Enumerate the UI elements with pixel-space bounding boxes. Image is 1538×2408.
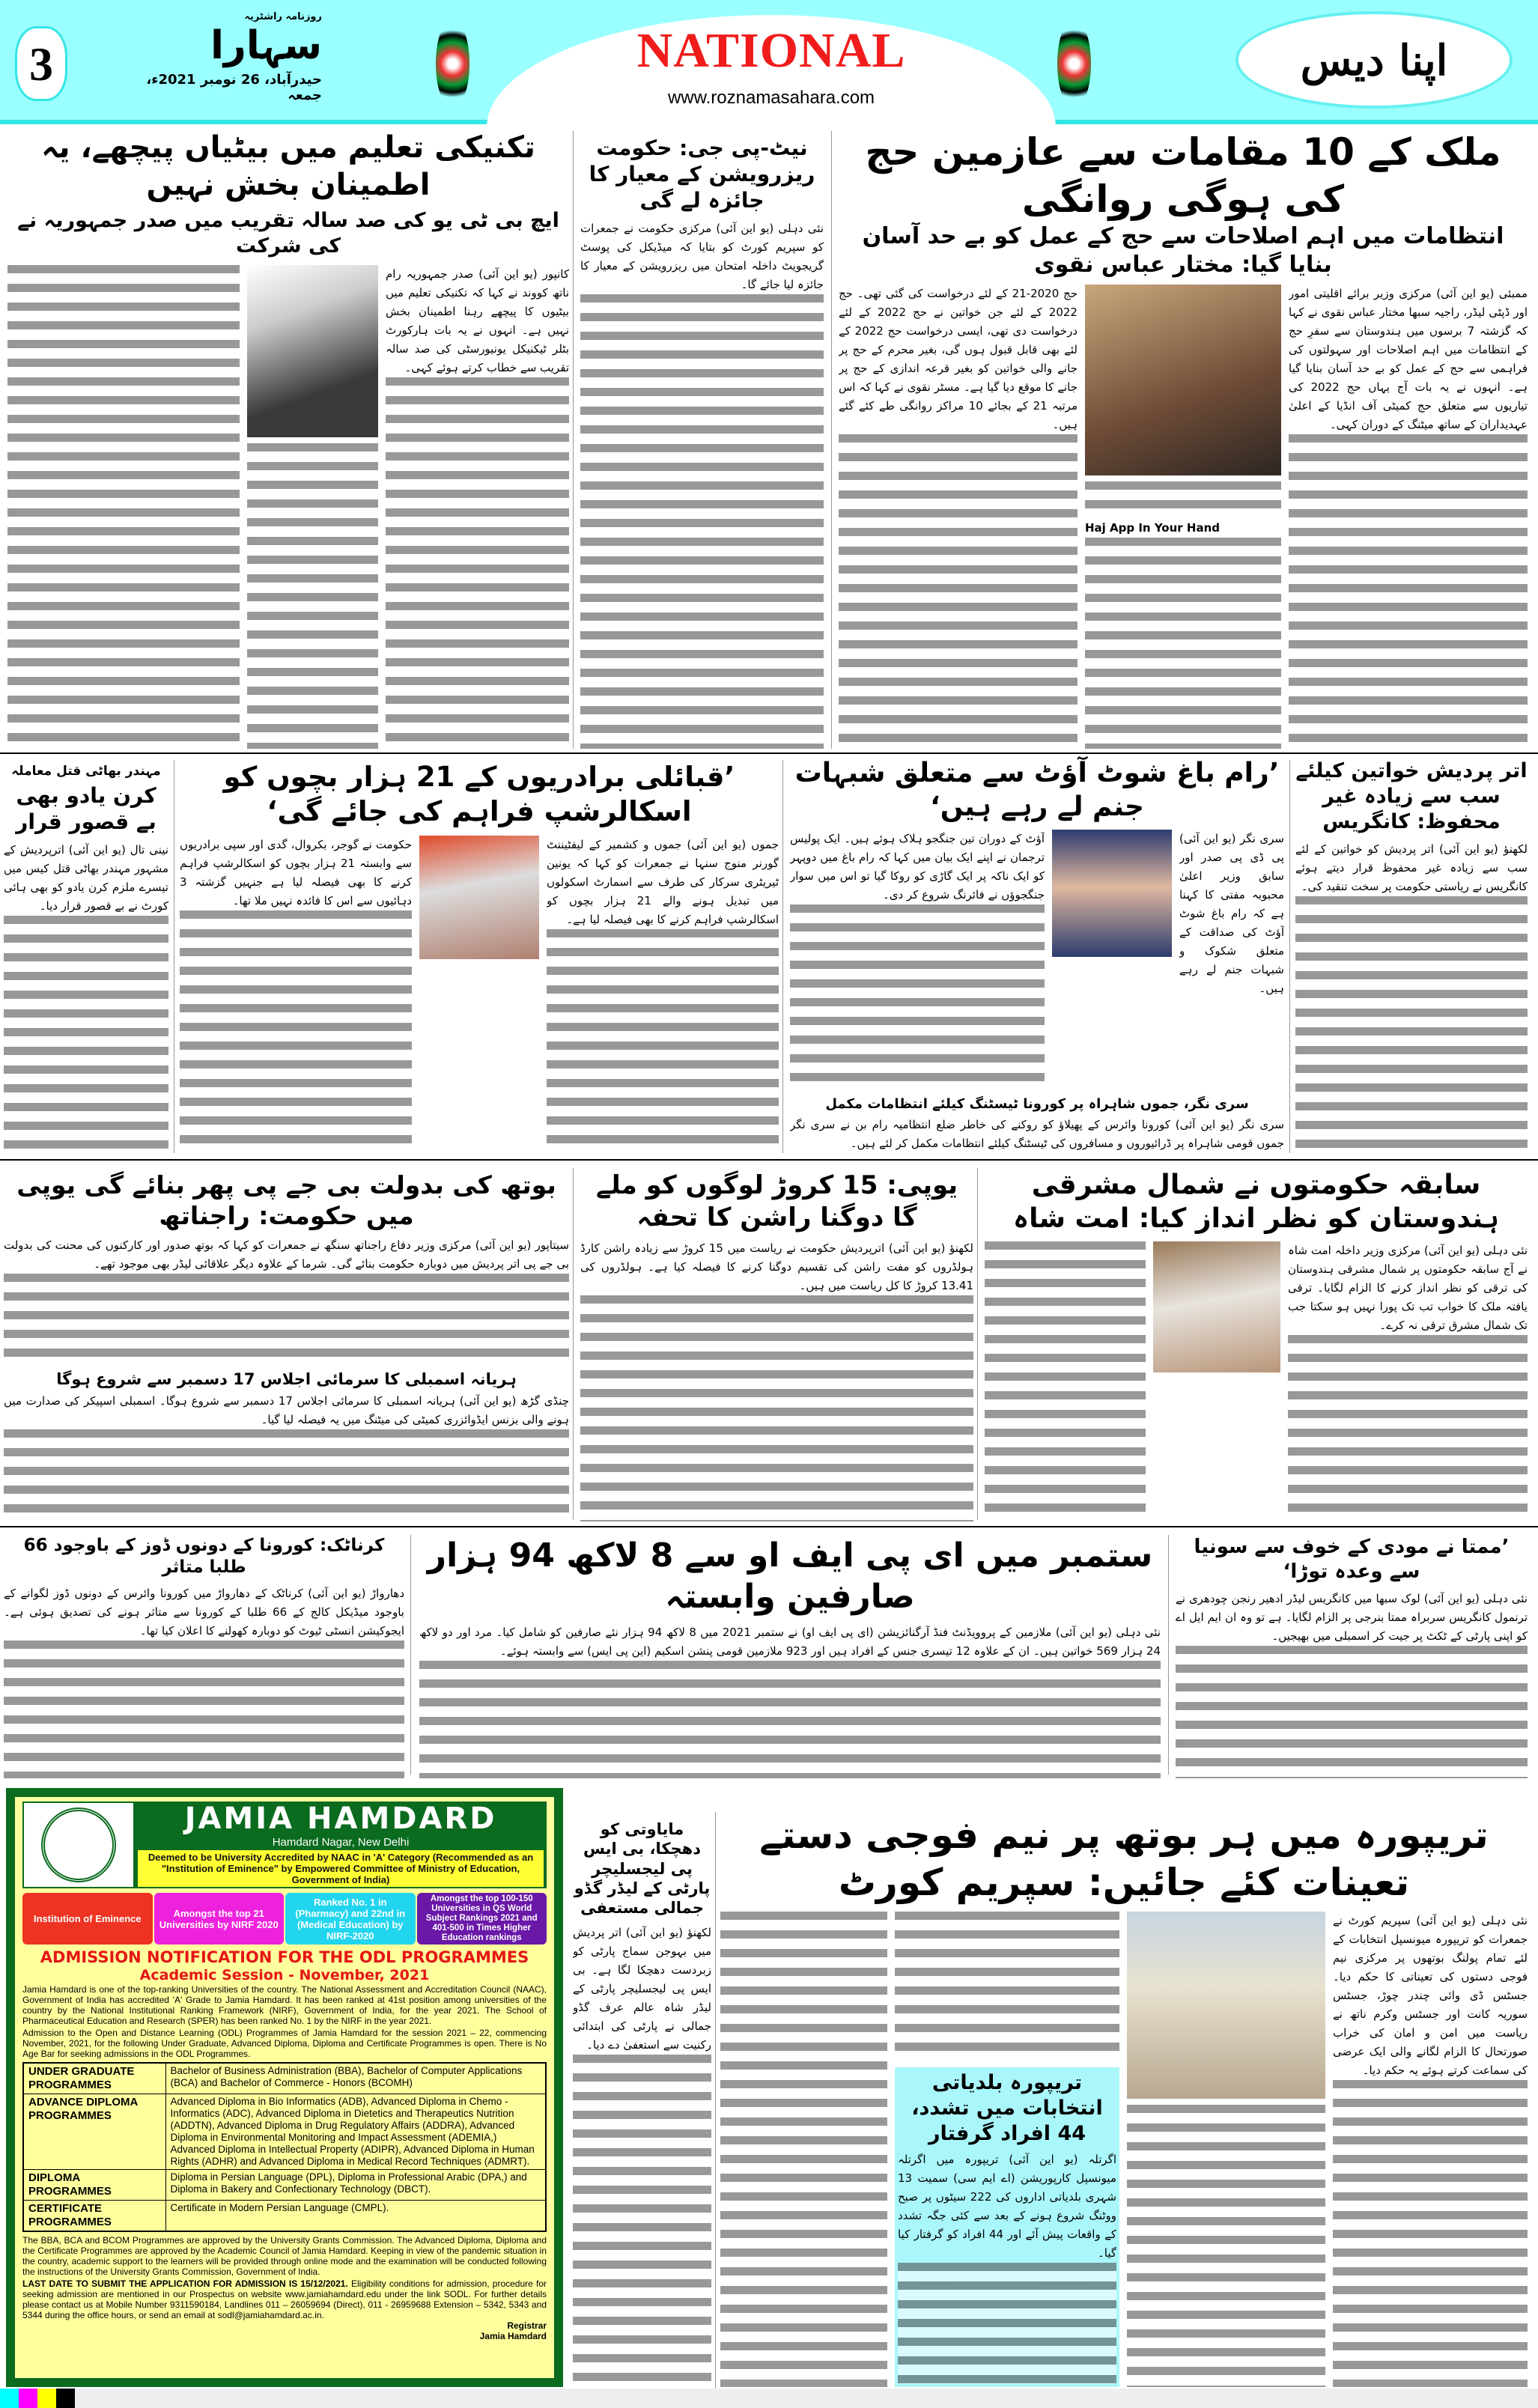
article-text: جموں (یو این آئی) جموں و کشمیر کے لیفٹیننٹ گورنر منوج سنہا نے جمعرات کو کہا کہ یونین ٹیریٹری سرکار کی طرف سے اسمارٹ اسکولوں میں تبدیل ہونے والے 21 ہزار بچوں کو اسکالرشپ فراہم کرنے کا بھی فیصلہ لیا ہے۔: [547, 837, 779, 926]
column-rule: [1168, 1535, 1169, 1775]
article-body-tripura-sc-4: [720, 1912, 887, 2387]
dateline: حیدرآباد، 26 نومبر 2021ء، جمعہ: [146, 71, 322, 103]
article-up-women: [1295, 758, 1528, 1153]
university-seal-icon: [22, 1802, 135, 1888]
article-text: سری نگر (یو این آئی) پی ڈی پی صدر اور سابق وزیر اعلیٰ محبوبہ مفتی کا کہنا ہے کہ رام باغ شوٹ آؤٹ کی صداقت کے متعلق شکوک و شبہات جنم لے رہے ہیں۔: [1179, 832, 1284, 995]
ad-signoff-2: Jamia Hamdard: [479, 2331, 547, 2341]
article-text: سری نگر (یو این آئی) کورونا وائرس کے پھیلاؤ کو روکنے کی خاطر ضلع انتظامیہ رام بن نے سری نگر جموں قومی شاہراہ پر ڈرائیوروں و مسافروں کی ٹیسٹنگ کیلئے انتظامات مکمل کر لئے ہیں۔: [790, 1118, 1284, 1150]
article-neet: [580, 135, 824, 749]
headline-booth: بوتھ کی بدولت بی جے پی پھر بنائے گی یوپی میں حکومت: راجناتھ: [16, 1170, 556, 1231]
section-divider: [0, 1526, 1538, 1527]
article-text: لکھنؤ (یو این آئی) اتر پردیش میں بہوجن سماج پارٹی کو زبردست دھچکا لگا ہے۔ بی ایس پی لیجسلیچر پارٹی کے لیڈر شاہ عالم عرف گڈو جمالی نے پارٹی کی ابتدائی رکنیت سے استعفیٰ دے دیا۔: [573, 1926, 711, 2052]
article-mayawati: [573, 1819, 711, 2387]
column-filler: [247, 443, 378, 750]
programme-table: [22, 2062, 547, 2232]
headline-karnataka: کرناٹک: کورونا کے دونوں ڈوز کے باوجود 66 طلبا متاثر: [23, 1536, 385, 1577]
ad-badge: Ranked No. 1 in (Pharmacy) and 22nd in (Medical Education) by NIRF-2020: [285, 1893, 416, 1945]
advertisement-jamia-hamdard[interactable]: [6, 1788, 563, 2387]
headline-mamata: ’ممتا نے مودی کے خوف سے سونیا سے وعدہ توڑا‘: [1194, 1536, 1510, 1583]
ad-contact: Eligibility conditions for admission, procedure for seeking admission are mentioned in our Prospectus on website www.jamiahamdard.edu under the link SODL. For further details please contact us at Mobile Number 9311590184, Landlines 011 – 26059694 (Direct), 011 - 26959688 Extension – 5342, 5343 and 5344 during the office hours, or send an email at sodl@jamiahamdard.ac.in.: [22, 2278, 547, 2320]
headline-amit-shah: سابقہ حکومتوں نے شمال مشرقی ہندوستان کو نظر انداز کیا: امت شاہ: [1012, 1170, 1499, 1234]
registration-bar: [37, 2389, 56, 2408]
ad-signoff: Registrar: [507, 2320, 547, 2331]
section-title-urdu: اپنا دیس: [1235, 11, 1513, 109]
article-body-hbtu-2: [7, 265, 240, 750]
ad-last-date: LAST DATE TO SUBMIT THE APPLICATION FOR ADMISSION IS 15/12/2021.: [22, 2278, 348, 2289]
programme-name: CERTIFICATE PROGRAMMES: [23, 2201, 165, 2232]
article-ration: [580, 1170, 973, 1521]
article-rambagh: [790, 756, 1284, 1153]
article-text: حج 2020-21 کے لئے درخواست کی گئی تھی۔ حج 2022 کے لئے جن خواتین نے حج 2022 کے لئے درخواست دی تھی، ایسی درخواست حج 2022 کے لئے بھی قابل قبول ہوں گی، بغیر محرم کے حج پر جانے والی خواتین کو بغیر قرعہ اندازی کے حج پر جانے کا موقع دیا گیا ہے۔ مسٹر نقوی نے کہا کہ اس مرتبہ 21 کے بجائے 10 مراکز روانگی طے کئے گئے ہیں۔: [839, 287, 1077, 431]
inline-english-text: Haj App In Your Hand: [1085, 521, 1221, 535]
headline-epfo: ستمبر میں ای پی ایف او سے 8 لاکھ 94 ہزار صارفین وابستہ: [427, 1536, 1153, 1616]
headline-mayawati: مایاوتی کو دھچکا، بی ایس پی لیجسلیچر پارٹی کے لیڈر گڈو جمالی مستعفی: [574, 1820, 711, 1917]
programme-detail: Certificate in Modern Persian Language (CMPL).: [165, 2201, 546, 2232]
article-body-amit-shah-2: [985, 1241, 1146, 1521]
article-text: لکھنؤ (یو این آئی) اترپردیش حکومت نے ریاست میں 15 کروڑ سے زیادہ راشن کارڈ ہولڈروں کو مفت راشن کی تقسیم دوگنا کرنے کا فیصلہ کیا ہے۔ ہولڈروں کی 13.41 کروڑ کا کل ریاست میں ہیں۔: [580, 1241, 973, 1292]
column-rule: [573, 1168, 574, 1520]
programme-name: UNDER GRADUATE PROGRAMMES: [23, 2063, 165, 2094]
programme-detail: Bachelor of Business Administration (BBA), Bachelor of Computer Applications (BCA) and Bachelor of Commerce - Honors (BCOMH): [165, 2063, 546, 2094]
article-hbtu: [7, 129, 569, 749]
headline-hbtu: تکنیکی تعلیم میں بیٹیاں پیچھے، یہ اطمینان بخش نہیں: [41, 130, 535, 202]
article-body-mamata: [1176, 1590, 1528, 1778]
article-text: سیتاپور (یو این آئی) مرکزی وزیر دفاع راجناتھ سنگھ نے جمعرات کو کہا کہ بوتھ صدور اور کارکنوں کی محنت کی بدولت بی جے پی اتر پردیش میں دوبارہ حکومت بنائے گی۔ شرما کے علاوہ دیگر علاقائی لیڈر بھی موجود تھے۔: [4, 1238, 569, 1271]
headline-neet: نیٹ-پی جی: حکومت ریزرویشن کے معیار کا جائزہ لے گی: [589, 136, 815, 213]
article-epfo: [419, 1535, 1161, 1778]
article-karan: [4, 764, 168, 1153]
paper-logo: [120, 10, 322, 115]
article-body-hbtu: [386, 265, 569, 750]
article-body-mayawati: [573, 1924, 711, 2387]
article-body-up-women: [1295, 840, 1528, 1153]
headline-hajj: ملک کے 10 مقامات سے عازمین حج کی ہوگی روانگی: [865, 130, 1501, 221]
article-body-karnataka: [4, 1584, 404, 1779]
article-text: لکھنؤ (یو این آئی) اتر پردیش کو خواتین کے لئے سب سے زیادہ غیر محفوظ قرار دیتے ہوئے کانگریس نے ریاستی حکومت پر سخت تنقید کی۔: [1295, 842, 1528, 894]
article-body-tripura-sc: [1333, 1912, 1528, 2387]
ad-badge: Amongst the top 100-150 Universities in QS World Subject Rankings 2021 and 401-500 in Times Higher Education rankings: [417, 1893, 547, 1945]
article-body-tripura-sc-2: [1127, 2105, 1325, 2387]
sunburst-icon: [436, 19, 469, 109]
article-text: دھارواڑ (یو این آئی) کرناٹک کے دھارواڑ میں کورونا وائرس کے دونوں ڈوز لگوانے کے باوجود میڈیکل کالج کے 66 طلبا کے کورونا سے متاثر ہونے کی تصدیق ہوئی ہے۔ ایجوکیشن انسٹی ٹیوٹ کو دوبارہ کھولنے کا اعلان کیا تھا۔: [4, 1586, 404, 1638]
registration-bar: [75, 2389, 1538, 2408]
table-row: [23, 2094, 546, 2170]
section-divider: [0, 752, 1538, 754]
headline-up-women: اتر پردیش خواتین کیلئے سب سے زیادہ غیر محفوظ: کانگریس: [1295, 759, 1528, 833]
article-body-rambagh: [1179, 830, 1284, 1092]
article-body-hajj-2: [1085, 481, 1281, 749]
article-karnataka: [4, 1535, 404, 1778]
ad-badge: Institution of Eminence: [22, 1893, 153, 1945]
ad-title: JAMIA HAMDARD: [184, 1802, 497, 1836]
registration-bar: [19, 2389, 37, 2408]
table-row: [23, 2063, 546, 2094]
registration-bar: [56, 2389, 75, 2408]
article-text: ممبئی (یو این آئی) مرکزی وزیر برائے اقلیتی امور اور ڈپٹی لیڈر، راجیہ سبھا مختار عباس نقوی نے کہا کہ گزشتہ 7 برسوں میں ہندوستان سے سفرِ حج کے انتظامات میں اہم اصلاحات اور سہولتوں کی فراہمی سے حج کے عمل کو بے حد آسان بنایا گیا ہے۔ انہوں نے یہ بات آج یہاں حج 2022 کی تیاریوں سے متعلق حج کمیٹی آف انڈیا کے اعلیٰ عہدیداران کے ساتھ میٹنگ کے دوران کہی۔: [1289, 287, 1528, 431]
photo-naqvi: [1085, 285, 1281, 475]
ad-location: Hamdard Nagar, New Delhi: [272, 1836, 410, 1849]
article-body-hajj-3: [839, 285, 1077, 749]
section-title: NATIONAL: [636, 23, 906, 78]
article-body-tripura-violence: [898, 2150, 1116, 2384]
article-text: نئی دہلی (یو این آئی) مرکزی حکومت نے جمعرات کو سپریم کورٹ کو بتایا کہ میڈیکل کی پوسٹ گریجویٹ داخلہ امتحان میں ریزرویشن کے معیار کا جائزہ لیا جائے گا۔: [580, 222, 824, 291]
article-text: نئی دہلی (یو این آئی) مرکزی وزیر داخلہ امت شاہ نے آج سابقہ حکومتوں پر شمال مشرقی ہندوستان کی ترقی کو نظر انداز کرنے کا الزام لگایا۔ ترقی یافتہ ملک کا خواب تب تک پورا نہیں ہو سکتا جب تک شمال مشرق ترقی نہ کرے۔: [1288, 1244, 1528, 1332]
column-rule: [831, 131, 832, 749]
headline-ration: یوپی: 15 کروڑ لوگوں کو ملے گا دوگنا راشن کا تحفہ: [595, 1170, 958, 1232]
headline-tribal: ’قبائلی برادریوں کے 21 ہزار بچوں کو اسکالرشپ فراہم کی جائے گی‘: [223, 761, 735, 828]
photo-supreme-court: [1127, 1912, 1325, 2099]
article-body-epfo: [419, 1623, 1161, 1778]
column-rule: [1289, 760, 1290, 1153]
page-number: 3: [15, 26, 67, 101]
article-text: نئی دہلی (یو این آئی) سپریم کورٹ نے جمعرات کو تریپورہ میونسپل انتخابات کے لئے تمام پولنگ بوتھوں پر مرکزی نیم فوجی دستوں کی تعیناتی کا حکم دیا۔ جسٹس ڈی وائی چندر چوڑ، جسٹس سوریہ کانت اور جسٹس وکرم ناتھ نے ریاست میں امن و امان کی خراب صورتحال کا الزام لگانے والی ایک عرضی کی سماعت کرتے ہوئے یہ حکم دیا۔: [1333, 1914, 1528, 2077]
ad-session: Academic Session - November, 2021: [139, 1967, 430, 1983]
kicker-karan: مہندر بھاٹی قتل معاملہ: [11, 764, 161, 779]
table-row: [23, 2201, 546, 2232]
article-body-haryana: [4, 1392, 569, 1521]
article-body-karan: [4, 841, 168, 1153]
section-divider: [0, 1159, 1538, 1161]
website-link[interactable]: www.roznamasahara.com: [667, 88, 875, 108]
article-text: چنڈی گڑھ (یو این آئی) ہریانہ اسمبلی کا سرمائی اجلاس 17 دسمبر سے شروع ہوگا۔ اسمبلی اسپیکر کی صدارت میں ہونے والی بزنس ایڈوائزری کمیٹی کی میٹنگ میں یہ فیصلہ لیا گیا۔: [4, 1394, 569, 1427]
ad-approval: The BBA, BCA and BCOM Programmes are approved by the University Grants Commission. The Advanced Diploma, Diploma and the Certificate Programmes are approved by the Academic Council of Jamia Hamdard. Keeping in view of the pandemic situation in the country, academic support to the learners will be provided through online mode and the examination will be conducted following the instructions of the University Grants Commission, Government of India.: [22, 2235, 547, 2277]
headline-tripura-sc: تریپورہ میں ہر بوتھ پر نیم فوجی دستے تعینات کئے جائیں: سپریم کورٹ: [759, 1813, 1489, 1904]
article-body-amit-shah: [1288, 1241, 1528, 1521]
programme-name: DIPLOMA PROGRAMMES: [23, 2170, 165, 2201]
programme-detail: Advanced Diploma in Bio Informatics (ADB), Advanced Diploma in Chemo - Informatics (ADC), Advanced Diploma in Dietetics and Therapeutics Nutrition (ADDTN), Advanced Diploma in Drug Regulatory Affairs (ADDRA), Advanced Diploma in Environmental Monitoring and Impact Assessment (ADEMIA,) Advanced Diploma in Intellectual Property (ADIPR), Advanced Diploma in Human Rights (ADHR) and Advanced Diploma in Medical Record Techniques (ADMRT).: [165, 2094, 546, 2170]
article-text: نینی تال (یو این آئی) اترپردیش کے مشہور مہندر بھاٹی قتل کیس میں تیسرے ملزم کرن یادو کو بھی ہائی کورٹ نے بے قصور قرار دیا۔: [4, 843, 168, 913]
column-rule: [410, 1535, 411, 1775]
subhead-srinagar-jammu: سری نگر، جموں شاہراہ پر کورونا ٹیسٹنگ کیلئے انتظامات مکمل: [825, 1095, 1249, 1112]
subhead-haryana: ہریانہ اسمبلی کا سرمائی اجلاس 17 دسمبر سے شروع ہوگا: [56, 1370, 517, 1389]
ad-accreditation: Deemed to be University Accredited by NAAC in 'A' Category (Recommended as an "Institution of Eminence" by Empowered Committee of Ministry of Education, Government of India): [138, 1850, 544, 1887]
article-hajj: [839, 129, 1528, 749]
registration-bar: [0, 2389, 19, 2408]
column-rule: [573, 131, 574, 749]
sunburst-icon: [1057, 19, 1091, 109]
article-body-rambagh-2: [790, 830, 1045, 1092]
article-body-tribal-2: [180, 836, 412, 1154]
programme-name: ADVANCE DIPLOMA PROGRAMMES: [23, 2094, 165, 2170]
article-body-tripura-sc-3: [895, 1912, 1119, 2061]
programme-detail: Diploma in Persian Language (DPL), Diploma in Professional Arabic (DPA,) and Diploma in Bakery and Confectionary Technology (DBCT).: [165, 2170, 546, 2201]
subhead-hbtu: ایچ بی ٹی یو کی صد سالہ تقریب میں صدر جمہوریہ نے کی شرکت: [17, 209, 559, 258]
article-amit-shah: [985, 1168, 1528, 1521]
headline-karan: کرن یادو بھی بے قصور قرار: [16, 783, 156, 835]
article-text: حکومت نے گوجر، بکروال، گدی اور سپی برادریوں سے وابستہ 21 ہزار بچوں کو اسکالرشپ فراہم کرنے کا بھی فیصلہ لیا ہے جنہیں گزشتہ 3 دہائیوں سے اس کا فائدہ نہیں ملا تھا۔: [180, 837, 412, 907]
paper-tagline: روزنامہ راشٹریہ: [244, 11, 322, 22]
article-tripura-sc: [720, 1812, 1528, 2387]
photo-president: [247, 265, 378, 437]
article-text: آؤٹ کے دوران تین جنگجو ہلاک ہوئے ہیں۔ ایک پولیس ترجمان نے اپنے ایک بیان میں کہا کہ رام باغ میں دوپہر کو ایک ناکہ پر ایک گاڑی کو روکا گیا تو اس میں سوار جنگجوؤں نے فائرنگ شروع کر دی۔: [790, 832, 1045, 902]
photo-mehbooba: [1052, 830, 1172, 957]
article-body-srinagar-jammu: [790, 1116, 1284, 1153]
ad-heading: ADMISSION NOTIFICATION FOR THE ODL PROGRAMMES: [40, 1948, 529, 1966]
boxed-story-tripura-violence: [895, 2067, 1119, 2387]
article-tribal: [180, 760, 779, 1153]
article-body-neet: [580, 219, 824, 749]
headline-rambagh: ’رام باغ شوٹ آؤٹ سے متعلق شبہات جنم لے رہے ہیں‘: [794, 758, 1280, 822]
article-text: نئی دہلی (یو این آئی) لوک سبھا میں کانگریس لیڈر ادھیر رنجن چودھری نے ترنمول کانگریس سربراہ ممتا بنرجی پر الزام لگایا۔ ہے تو وہ ان ایم ایل اے کو اپنی پارٹی کے ٹکٹ پر جیت کر اسمبلی میں بھیجیں۔: [1176, 1592, 1528, 1643]
photo-amit-shah: [1153, 1241, 1280, 1372]
article-body-hajj: [1289, 285, 1528, 749]
column-rule: [977, 1168, 978, 1520]
subhead-hajj: انتظامات میں اہم اصلاحات سے حج کے عمل کو بے حد آسان بنایا گیا: مختار عباس نقوی: [862, 223, 1504, 278]
article-body-tribal: [547, 836, 779, 1154]
article-body-booth: [4, 1236, 569, 1366]
paper-name: سہارا: [210, 23, 322, 68]
article-mamata: [1176, 1535, 1528, 1778]
ad-intro: Jamia Hamdard is one of the top-ranking Universities of the country. The National Assessment and Accreditation Council (NAAC), Government of India has accredited 'A' Grade to Jamia Hamdard. It has been ranked at 41st position among universities of the country by the National Institutional Ranking Framework (NIRF), Government of India, for the year 2021. The School of Pharmaceutical Education and Research (SPER) has been ranked No. 1 by the NIRF in the year 2021.: [22, 1984, 547, 2026]
table-row: [23, 2170, 546, 2201]
ad-badge: Amongst the top 21 Universities by NIRF 2020: [154, 1893, 285, 1945]
ad-intro: Admission to the Open and Distance Learning (ODL) Programmes of Jamia Hamdard for the session 2021 – 22, commencing November, 2021, for the following Under Graduate, Advanced Diploma, Diploma and Certificate Programmes is open. There is No Age Bar for seeking admissions in the ODL Programmes.: [22, 2028, 547, 2059]
headline-tripura-violence: تریپورہ بلدیاتی انتخابات میں تشدد، 44 افراد گرفتار: [911, 2071, 1103, 2145]
photo-manoj-sinha: [419, 836, 539, 959]
column-rule: [782, 760, 783, 1153]
article-booth: [4, 1170, 569, 1521]
article-body-ration: [580, 1239, 973, 1521]
article-text: نئی دہلی (یو این آئی) ملازمین کے پروویڈنٹ فنڈ آرگنائزیشن (ای پی ایف او) نے ستمبر 2021 میں 8 لاکھ 94 ہزار نئے صارفین کو شامل کیا۔ مرد اور دو لاکھ 24 ہزار 569 خواتین ہیں۔ ان کے علاوہ 12 تیسری جنس کے افراد ہیں اور 923 ملازمین قومی پنشن اسکیم (این پی ایس) سے وابستہ ہوئے۔: [419, 1626, 1161, 1658]
article-text: کانپور (یو این آئی) صدر جمہوریہ رام ناتھ کووند نے کہا کہ تکنیکی تعلیم میں بیٹیوں کا پیچھے رہنا اطمینان بخش نہیں ہے۔ انہوں نے یہ بات ہارکورٹ بٹلر ٹیکنیکل یونیورسٹی کی صد سالہ تقریب سے خطاب کرتے ہوئے کہی۔: [386, 267, 569, 374]
article-text: اگرتلہ (یو این آئی) تریپورہ میں اگرتلہ میونسپل کارپوریشن (اے ایم سی) سمیت 13 شہری بلدیاتی اداروں کی 222 سیٹوں پر صبح ووٹنگ شروع ہونے کے بعد سے کئی جگہ تشدد کے واقعات پیش آئے اور 44 افراد کو گرفتار کیا گیا۔: [898, 2153, 1116, 2260]
column-rule: [715, 1812, 716, 2389]
